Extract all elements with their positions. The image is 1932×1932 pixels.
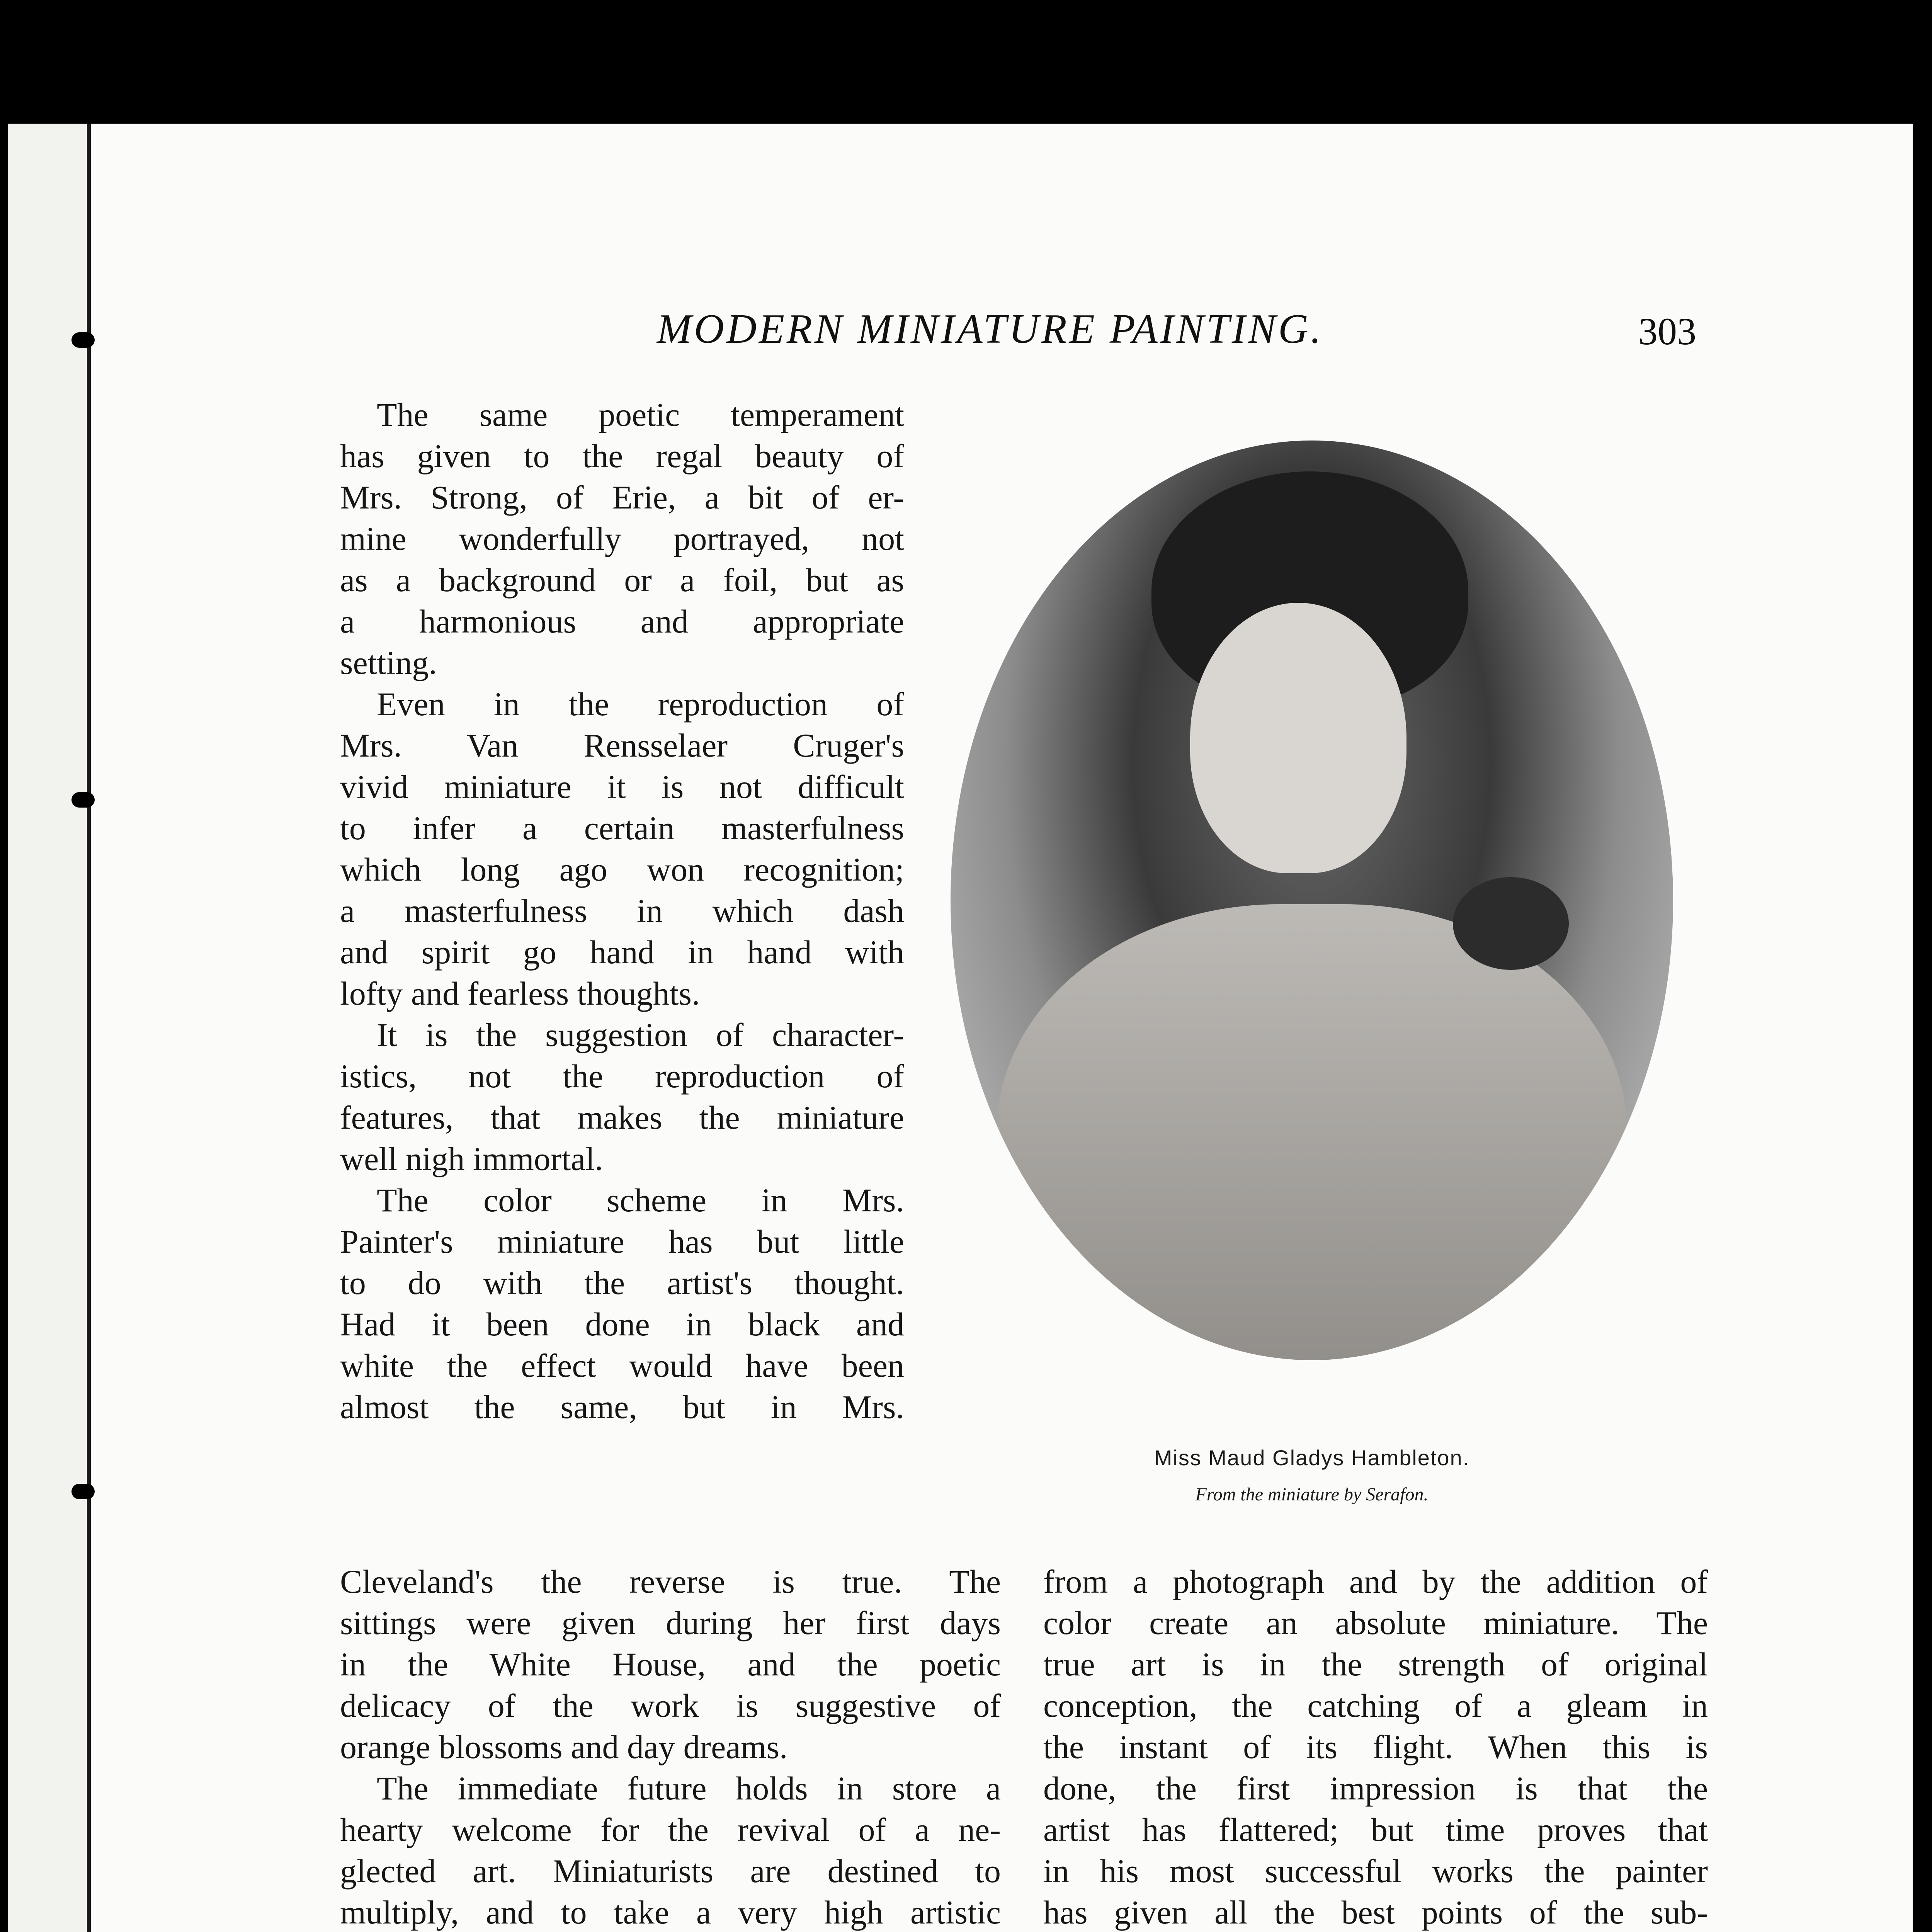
text-line: Mrs. Van Rensselaer Cruger's — [340, 727, 904, 764]
text-line: Had it been done in black and — [340, 1306, 904, 1343]
text-line: artist has flattered; but time proves that — [1043, 1811, 1708, 1848]
text-line: from a photograph and by the addition of — [1043, 1563, 1708, 1600]
text-line: The immediate future holds in store a — [377, 1770, 1001, 1807]
text-line: The same poetic temperament — [377, 396, 904, 433]
text-line: features, that makes the miniature — [340, 1099, 904, 1136]
miniature-portrait-image — [951, 440, 1673, 1360]
text-line: true art is in the strength of original — [1043, 1646, 1708, 1683]
article-column-left-bottom — [340, 1561, 1001, 1932]
text-line: glected art. Miniaturists are destined to — [340, 1852, 1001, 1889]
text-line: mine wonderfully portrayed, not — [340, 520, 904, 557]
portrait-rose — [1453, 877, 1569, 970]
text-line: hearty welcome for the revival of a ne- — [340, 1811, 1001, 1848]
text-line: multiply, and to take a very high artistic — [340, 1894, 1001, 1931]
figure-caption-name: Miss Maud Gladys Hambleton. — [1154, 1446, 1470, 1470]
portrait-dress — [997, 904, 1627, 1360]
text-line: to do with the artist's thought. — [340, 1264, 904, 1301]
text-line: Even in the reproduction of — [377, 685, 904, 723]
text-line: almost the same, but in Mrs. — [340, 1388, 904, 1425]
article-column-right-bottom — [1043, 1561, 1708, 1932]
magazine-page — [8, 124, 1913, 1932]
text-line: lofty and fearless thoughts. — [340, 975, 700, 1012]
text-line: setting. — [340, 644, 437, 681]
text-line: white the effect would have been — [340, 1347, 904, 1384]
text-line: delicacy of the work is suggestive of — [340, 1687, 1001, 1724]
text-line: a harmonious and appropriate — [340, 603, 904, 640]
text-line: in the White House, and the poetic — [340, 1646, 1001, 1683]
text-line: a masterfulness in which dash — [340, 892, 904, 929]
portrait-face — [1190, 603, 1406, 873]
text-line: Cleveland's the reverse is true. The — [340, 1563, 1001, 1600]
text-line: as a background or a foil, but as — [340, 561, 904, 599]
facing-page-edge — [8, 124, 87, 1932]
page-number: 303 — [1638, 310, 1696, 353]
binding-stitch — [71, 792, 95, 808]
running-title: MODERN MINIATURE PAINTING. — [657, 306, 1323, 352]
text-line: istics, not the reproduction of — [340, 1058, 904, 1095]
binding-stitch — [71, 332, 95, 348]
text-line: The color scheme in Mrs. — [377, 1182, 904, 1219]
text-line: the instant of its flight. When this is — [1043, 1728, 1708, 1765]
page-gutter — [87, 124, 91, 1932]
text-line: sittings were given during her first days — [340, 1604, 1001, 1641]
binding-stitch — [71, 1484, 95, 1499]
text-line: done, the first impression is that the — [1043, 1770, 1708, 1807]
article-column-left-top — [340, 394, 904, 1428]
text-line: Painter's miniature has but little — [340, 1223, 904, 1260]
text-line: conception, the catching of a gleam in — [1043, 1687, 1708, 1724]
text-line: vivid miniature it is not difficult — [340, 768, 904, 805]
text-line: has given to the regal beauty of — [340, 437, 904, 474]
text-line: orange blossoms and day dreams. — [340, 1728, 788, 1765]
text-line: color create an absolute miniature. The — [1043, 1604, 1708, 1641]
text-line: well nigh immortal. — [340, 1140, 603, 1177]
text-line: has given all the best points of the sub- — [1043, 1894, 1708, 1931]
text-line: and spirit go hand in hand with — [340, 934, 904, 971]
figure-caption-credit: From the miniature by Serafon. — [1195, 1484, 1429, 1505]
text-line: in his most successful works the painter — [1043, 1852, 1708, 1889]
text-line: Mrs. Strong, of Erie, a bit of er- — [340, 479, 904, 516]
text-line: to infer a certain masterfulness — [340, 810, 904, 847]
text-line: which long ago won recognition; — [340, 851, 904, 888]
text-line: It is the suggestion of character- — [377, 1016, 904, 1053]
